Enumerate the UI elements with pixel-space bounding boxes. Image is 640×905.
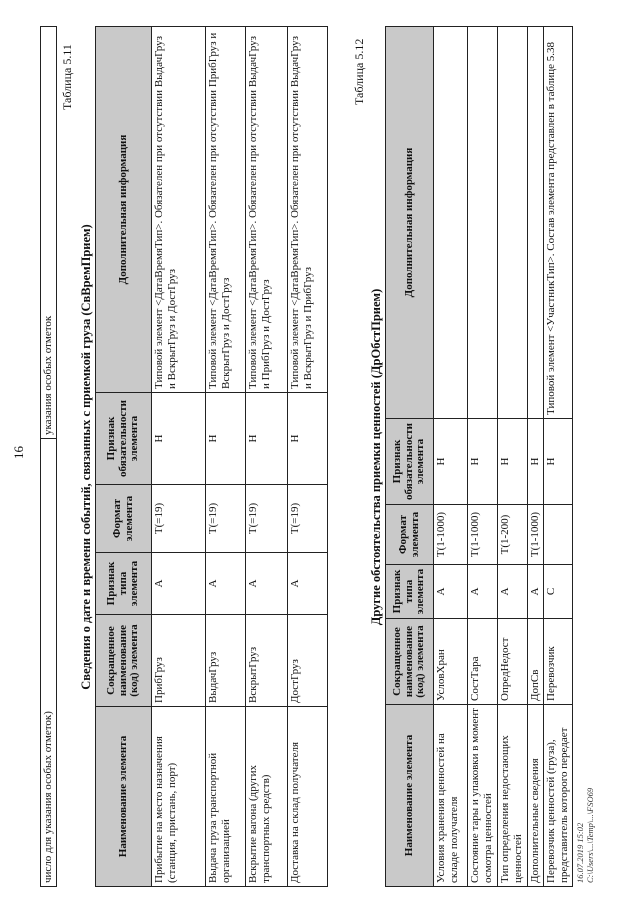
- table2-caption: Таблица 5.12: [352, 38, 366, 105]
- table2-cell: Дополнительные сведения: [528, 705, 544, 887]
- table2-title: Другие обстоятельства приемки ценностей (ДрОбстПрием): [369, 288, 383, 626]
- table1-header-2: Признак типа элемента: [96, 553, 152, 615]
- table-row: [288, 27, 328, 887]
- table2-header-0: Наименование элемента: [386, 705, 434, 887]
- table1-cell: Выдача груза транспортной организацией: [206, 707, 246, 887]
- table1-cell: T(=19): [288, 485, 328, 553]
- table1-header-3: Формат элемента: [96, 485, 152, 553]
- table1-cell: Типовой элемент <ДатаВремяТип>. Обязателен при отсутствии ВыдачГруз и ВскрытГруз и ПрибГруз: [288, 27, 328, 393]
- table2-header-1: Сокращенное наименование (код) элемента: [386, 619, 434, 705]
- table1-cell: Н: [152, 393, 206, 485]
- table1-cell: Типовой элемент <ДатаВремяТип>. Обязателен при отсутствии ВыдачГруз и ВскрытГруз и ДостГруз: [152, 27, 206, 393]
- table-row: [468, 27, 498, 887]
- table2-header-3: Формат элемента: [386, 505, 434, 565]
- table-row: [544, 27, 573, 887]
- table-row: [434, 27, 468, 887]
- table2-cell: Тип определения недостающих ценностей: [498, 705, 528, 887]
- table2-cell: T(1-1000): [528, 505, 544, 565]
- table-row: [246, 27, 288, 887]
- table-row: [498, 27, 528, 887]
- table2-cell: А: [434, 565, 468, 619]
- table2-header-2: Признак типа элемента: [386, 565, 434, 619]
- table2-cell: Перевозчик: [544, 619, 573, 705]
- table2-cell: СостТара: [468, 619, 498, 705]
- table2-cell: T(1-1000): [468, 505, 498, 565]
- table2: [385, 26, 573, 887]
- table2-header-4: Признак обязательности элемента: [386, 419, 434, 505]
- top-row-right: указания особых отметок: [41, 27, 57, 439]
- table-row: [152, 27, 206, 887]
- table2-cell: А: [468, 565, 498, 619]
- table1-cell: T(=19): [246, 485, 288, 553]
- table2-cell: [468, 27, 498, 419]
- table1: [95, 26, 328, 887]
- table1-cell: А: [246, 553, 288, 615]
- table2-cell: [498, 27, 528, 419]
- table1-cell: Н: [288, 393, 328, 485]
- table1-caption: Таблица 5.11: [60, 44, 74, 110]
- table1-cell: А: [152, 553, 206, 615]
- table2-cell: [434, 27, 468, 419]
- table2-cell: Н: [468, 419, 498, 505]
- table1-cell: ВыдачГруз: [206, 615, 246, 707]
- footer-path: C:\Users\...\Temp\...\FSO69: [585, 787, 595, 883]
- table2-cell: [544, 505, 573, 565]
- table-row: [206, 27, 246, 887]
- table1-header-0: Наименование элемента: [96, 707, 152, 887]
- table2-cell: Н: [434, 419, 468, 505]
- table1-cell: ПрибГруз: [152, 615, 206, 707]
- table2-cell: [528, 27, 544, 419]
- table1-cell: Типовой элемент <ДатаВремяТип>. Обязателен при отсутствии ПрибГруз и ВскрытГруз и ДостГруз: [206, 27, 246, 393]
- table1-header-4: Признак обязательности элемента: [96, 393, 152, 485]
- table1-cell: Доставка на склад получателя: [288, 707, 328, 887]
- top-row-left: число для указания особых отметок): [41, 439, 57, 887]
- table1-cell: Н: [246, 393, 288, 485]
- table2-cell: Перевозчик ценностей (груза), представитель которого передает: [544, 705, 573, 887]
- footer-date: 16.07.2019 15:02: [575, 822, 585, 883]
- footer: [575, 788, 595, 883]
- table1-cell: А: [206, 553, 246, 615]
- table2-cell: Типовой элемент <УчастникТип>. Состав элемента представлен в таблице 5.38: [544, 27, 573, 419]
- table2-header-5: Дополнительная информация: [386, 27, 434, 419]
- table1-header-5: Дополнительная информация: [96, 27, 152, 393]
- table2-cell: С: [544, 565, 573, 619]
- table2-cell: Состояние тары и упаковки в момент осмотра ценностей: [468, 705, 498, 887]
- table1-cell: Типовой элемент <ДатаВремяТип>. Обязателен при отсутствии ВыдачГруз и ПрибГруз и ДостГруз: [246, 27, 288, 393]
- table1-cell: А: [288, 553, 328, 615]
- table2-cell: T(1-200): [498, 505, 528, 565]
- table1-cell: T(=19): [152, 485, 206, 553]
- table1-cell: T(=19): [206, 485, 246, 553]
- table2-cell: ОпредНедост: [498, 619, 528, 705]
- table1-cell: Н: [206, 393, 246, 485]
- table1-cell: ДостГруз: [288, 615, 328, 707]
- table2-cell: А: [528, 565, 544, 619]
- table1-cell: Вскрытие вагона (других транспортных средств): [246, 707, 288, 887]
- top-continuation-row: [40, 26, 57, 887]
- table2-cell: УсловХран: [434, 619, 468, 705]
- table1-cell: ВскрытГруз: [246, 615, 288, 707]
- table2-cell: Н: [498, 419, 528, 505]
- table2-cell: Н: [544, 419, 573, 505]
- table2-cell: ДопСв: [528, 619, 544, 705]
- table-row: [528, 27, 544, 887]
- table1-title: Сведения о дате и времени событий, связанных с приемкой груза (СвВремПрием): [79, 224, 93, 690]
- table1-cell: Прибытие на место назначения (станция, пристань, порт): [152, 707, 206, 887]
- table2-cell: Условия хранения ценностей на складе получателя: [434, 705, 468, 887]
- table2-cell: А: [498, 565, 528, 619]
- table1-header-1: Сокращенное наименование (код) элемента: [96, 615, 152, 707]
- table2-cell: T(1-1000): [434, 505, 468, 565]
- table2-cell: Н: [528, 419, 544, 505]
- page-number: 16: [11, 446, 26, 459]
